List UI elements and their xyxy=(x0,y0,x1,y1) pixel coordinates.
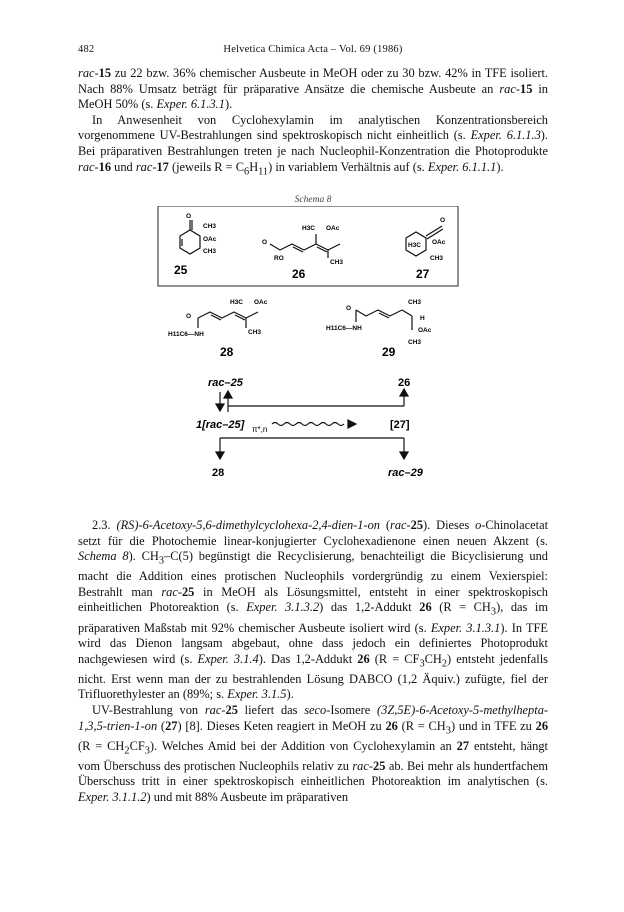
atom-label: O xyxy=(440,217,446,224)
atom-label: O xyxy=(186,313,192,320)
compound-label-25: 25 xyxy=(174,263,188,277)
atom-label: OAc xyxy=(418,327,432,334)
atom-label: H3C xyxy=(230,299,244,306)
page-number: 482 xyxy=(78,44,95,55)
paragraph: rac-15 zu 22 bzw. 36% chemischer Ausbeute in MeOH oder zu 30 bzw. 42% in TFE isoliert. Nach 88% Umsatz beträgt für präparative Ansätze die chemische Ausbeute an rac-15 in MeOH 50% (s. Exper. 6.1.3.1). xyxy=(78,66,548,112)
compound-label-28: 28 xyxy=(220,345,234,359)
paragraph: UV-Bestrahlung von rac-25 liefert das seco-Isomere (3Z,5E)-6-Acetoxy-5-methylhepta-1,3,5-trien-1-on (27) [8]. Dieses Keten reagiert in MeOH zu 26 $(R = CH_3)$ und in TFE zu 26 $(R = CH_2CF_3)$. Welches Amid bei der Addition von Cyclohexylamin an 27 entsteht, hängt vom Überschuss des protischen Nucleophils relativ zu rac-25 ab. Bei mehr als hundertfachem Überschuss tritt in einer spektroskopisch einheitlichen Photoreaktion im analytischen (s. Exper. 3.1.1.2) und mit 88% Ausbeute im präparativen xyxy=(78,702,549,804)
journal-title: Helvetica Chimica Acta – Vol. 69 (1986) xyxy=(223,44,403,55)
intermediate-27: [27] xyxy=(390,419,410,431)
atom-label: OAc xyxy=(326,225,340,232)
atom-label: H3C xyxy=(408,242,422,249)
atom-label: CH3 xyxy=(408,339,422,346)
reaction-product-28: 28 xyxy=(212,467,225,479)
atom-label: OAc xyxy=(254,299,268,306)
excited-state: 1[rac–25] xyxy=(196,419,245,431)
excited-state-sub: π*,n xyxy=(252,425,268,434)
paragraph: In Anwesenheit von Cyclohexylamin im analytischen Konzentrationsbereich vorgenommene UV-Bestrahlungen sind spektroskopisch nicht einheitlich (s. Exper. 6.1.1.3). Bei präparativen Bestrahlungen treten je nach Nucleophil-Konzentration die Photoprodukte rac-16 und rac-17 (jeweils $R = C_6H_{11}$) in variablem Verhältnis auf (s. Exper. 6.1.1.1). xyxy=(78,112,549,178)
atom-label: H11C6—NH xyxy=(326,325,362,332)
atom-label: H11C6—NH xyxy=(168,331,204,338)
scheme-8 xyxy=(150,206,470,506)
atom-label: H xyxy=(420,315,425,322)
reaction-product-26: 26 xyxy=(398,377,411,389)
atom-label: RO xyxy=(274,255,284,262)
atom-label: CH3 xyxy=(203,248,217,255)
text-block-top xyxy=(78,66,548,180)
atom-label: O xyxy=(346,305,352,312)
atom-label: CH3 xyxy=(330,259,344,266)
structure-28 xyxy=(198,312,258,328)
compound-label-26: 26 xyxy=(292,267,306,281)
atom-label: OAc xyxy=(203,236,217,243)
structure-25 xyxy=(180,220,200,254)
text-block-bottom xyxy=(78,518,548,805)
compound-label-29: 29 xyxy=(382,345,396,359)
atom-label: CH3 xyxy=(430,255,444,262)
atom-label: O xyxy=(262,239,268,246)
reaction-product-29: rac–29 xyxy=(388,467,423,479)
page-header xyxy=(78,44,548,60)
atom-label: OAc xyxy=(432,239,446,246)
atom-label: H3C xyxy=(302,225,316,232)
atom-label: CH3 xyxy=(408,299,422,306)
structure-29 xyxy=(356,310,412,330)
atom-label: CH3 xyxy=(248,329,262,336)
atom-label: O xyxy=(186,213,192,220)
reaction-arrows xyxy=(216,389,408,459)
reaction-start: rac–25 xyxy=(208,377,243,389)
compound-label-27: 27 xyxy=(416,267,430,281)
scheme-caption: Schema 8 xyxy=(294,195,332,205)
atom-label: CH3 xyxy=(203,223,217,230)
paragraph: 2.3. (RS)-6-Acetoxy-5,6-dimethylcyclohexa-2,4-dien-1-on (rac-25). Dieses o-Chinolacetat setzt für die Photochemie linear-konjugierter Cyclohexadienone einen neuen Akzent (s. Schema 8). $CH_3-C(5)$ begünstigt die Recyclisierung, benachteiligt die Bicyclisierung und macht die Addition eines protischen Nucleophils vordergründig zu einem Vexierspiel: Bestrahlt man rac-25 in MeOH als Lösungsmittel, entsteht in einer spektroskopisch einheitlichen Photoreaktion (s. Exper. 3.1.3.2) das 1,2-Addukt 26 $(R = CH_3)$, das im präparativen Maßstab mit 92% chemischer Ausbeute isoliert wird (s. Exper. 3.1.3.1). In TFE wird das Dienon langsam abgebaut, ohne dass jedoch ein definiertes Photoprodukt nachgewiesen wird (s. Exper. 3.1.4). Das 1,2-Addukt 26 $(R = CF_3CH_2)$ entsteht jedenfalls nicht. Erst wenn man der zu bestrahlenden Lösung DABCO (1,2 Äquiv.) zufügte, fiel der Trifluorethylester an (89%; s. Exper. 3.1.5). xyxy=(78,518,549,702)
